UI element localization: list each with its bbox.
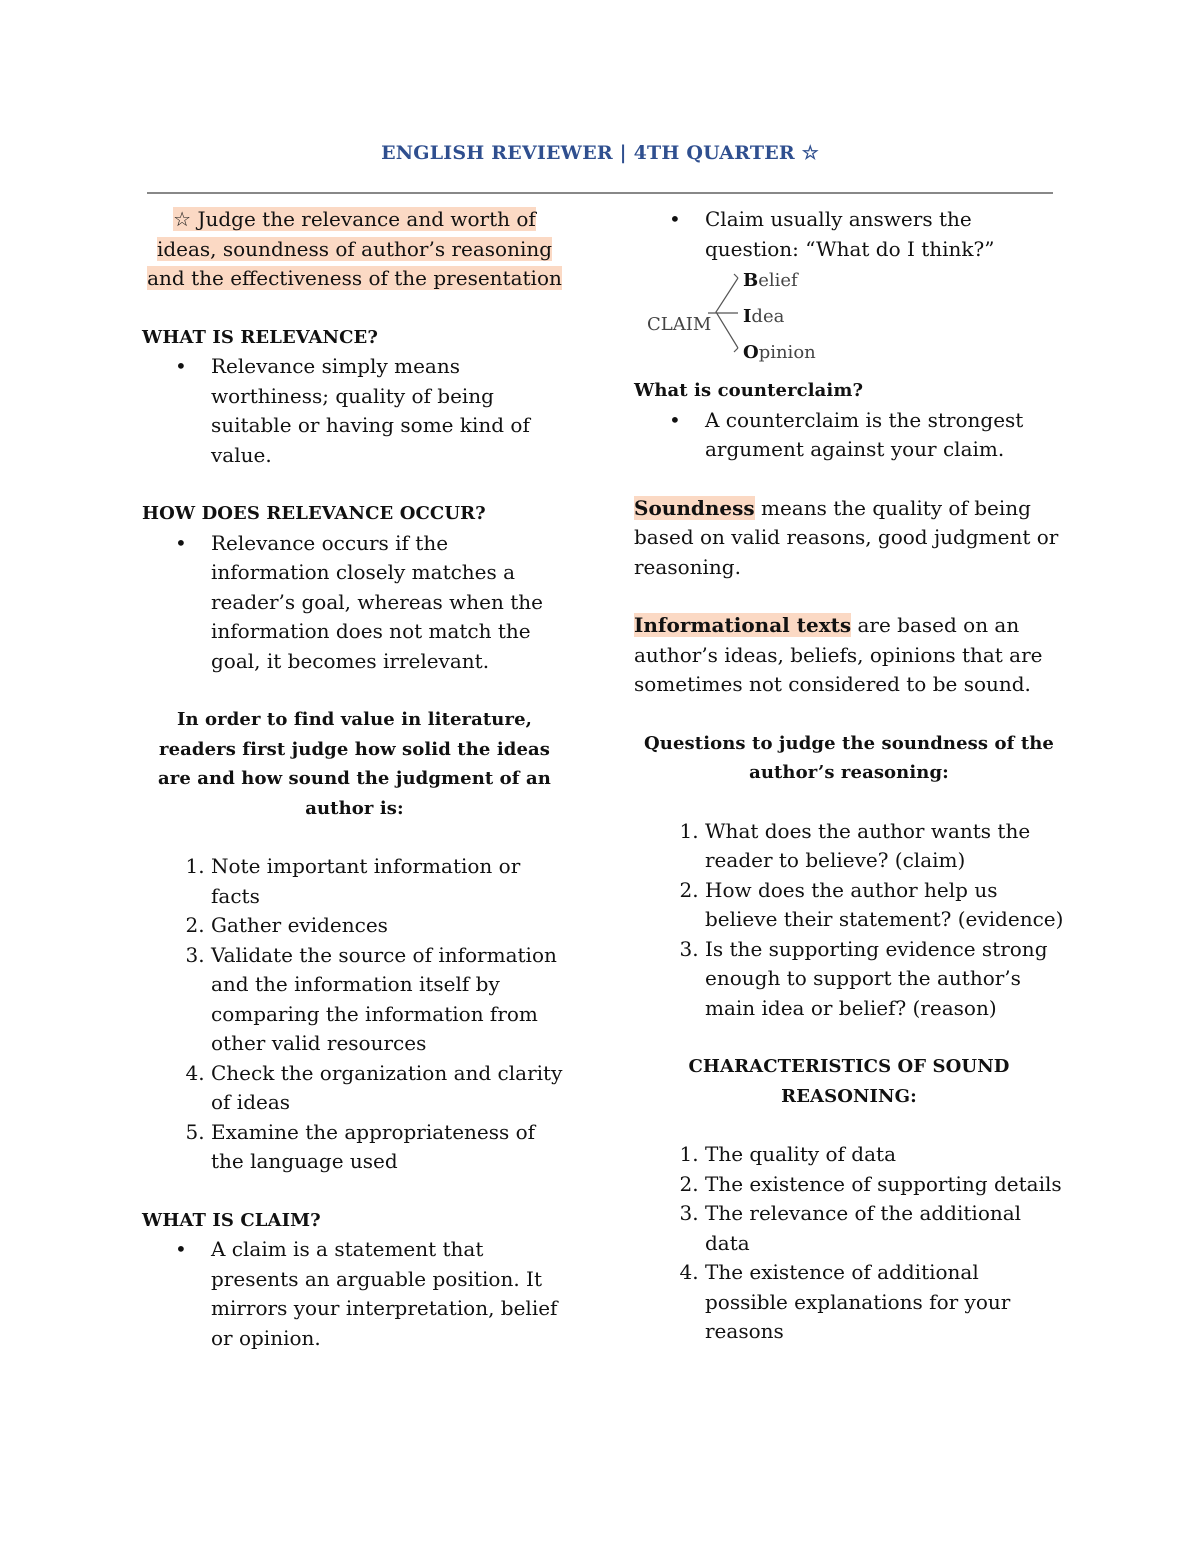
value-heading: In order to find value in literature, readers first judge how solid the ideas are and how sound the judgment of an author is:	[158, 709, 551, 819]
claim-definition: • A claim is a statement that presents an arguable position. It mirrors your interpretation, belief or opinion.	[211, 1235, 567, 1353]
list-item: 3. Validate the source of information and the information itself by comparing the information from other valid resources	[211, 941, 567, 1059]
relevance-definition: • Relevance simply means worthiness; quality of being suitable or having some kind of value.	[211, 352, 567, 470]
value-steps-list	[142, 852, 567, 1177]
right-column	[634, 205, 1064, 1347]
diagram-branch-opinion: Opinion	[743, 342, 816, 363]
list-item: 2. The existence of supporting details	[705, 1170, 1064, 1200]
claim-diagram	[634, 264, 1064, 376]
claim-question: • Claim usually answers the question: “What do I think?”	[705, 205, 1064, 264]
diagram-branch-belief: Belief	[743, 270, 798, 291]
counterclaim-definition: • A counterclaim is the strongest argument against your claim.	[705, 406, 1064, 465]
diagram-branch-idea: Idea	[743, 306, 785, 327]
soundness-term: Soundness	[634, 495, 755, 520]
soundness-definition: means the quality of being based on valid reasons, good judgment or reasoning.	[634, 495, 1059, 579]
list-item: 2. Gather evidences	[211, 911, 567, 941]
page-title: ENGLISH REVIEWER | 4TH QUARTER ☆	[381, 142, 819, 164]
list-item: 1. Note important information or facts	[211, 852, 567, 911]
counterclaim-list	[634, 406, 1064, 465]
characteristics-heading: CHARACTERISTICS OF SOUND REASONING:	[688, 1056, 1010, 1107]
claim-question-list	[634, 205, 1064, 264]
informational-term: Informational texts	[634, 613, 852, 637]
characteristics-list	[634, 1140, 1064, 1347]
list-item: 1. The quality of data	[705, 1140, 1064, 1170]
soundness-paragraph	[634, 494, 1064, 583]
claim-heading: WHAT IS CLAIM?	[142, 1209, 321, 1231]
list-item: 1. What does the author wants the reader to believe? (claim)	[705, 817, 1064, 876]
occur-explanation: • Relevance occurs if the information closely matches a reader’s goal, whereas when the information does not match the goal, it becomes irrelevant.	[211, 529, 567, 677]
title-divider	[147, 192, 1053, 194]
list-item: 2. How does the author help us believe their statement? (evidence)	[705, 876, 1064, 935]
diagram-root-label: CLAIM	[647, 314, 712, 335]
list-item: 5. Examine the appropriateness of the language used	[211, 1118, 567, 1177]
list-item: 3. The relevance of the additional data	[705, 1199, 1064, 1258]
claim-list	[142, 1235, 567, 1353]
questions-heading: Questions to judge the soundness of the author’s reasoning:	[644, 732, 1054, 783]
left-column	[142, 205, 567, 1353]
occur-heading: HOW DOES RELEVANCE OCCUR?	[142, 503, 486, 524]
intro-highlight: ☆ Judge the relevance and worth of ideas, soundness of author’s reasoning and the effectiveness of the presentation	[147, 207, 562, 290]
relevance-list	[142, 352, 567, 470]
intro-objective	[142, 205, 567, 294]
questions-list	[634, 817, 1064, 1024]
counterclaim-heading: What is counterclaim?	[634, 380, 864, 401]
occur-list	[142, 529, 567, 677]
list-item: 4. Check the organization and clarity of ideas	[211, 1059, 567, 1118]
list-item: 3. Is the supporting evidence strong enough to support the author’s main idea or belief? (reason)	[705, 935, 1064, 1024]
diagram-brace	[704, 264, 744, 376]
informational-definition: are based on an author’s ideas, beliefs, opinions that are sometimes not considered to be sound.	[634, 613, 1043, 696]
relevance-heading: WHAT IS RELEVANCE?	[142, 326, 378, 348]
list-item: 4. The existence of additional possible explanations for your reasons	[705, 1258, 1064, 1347]
informational-paragraph	[634, 611, 1064, 700]
